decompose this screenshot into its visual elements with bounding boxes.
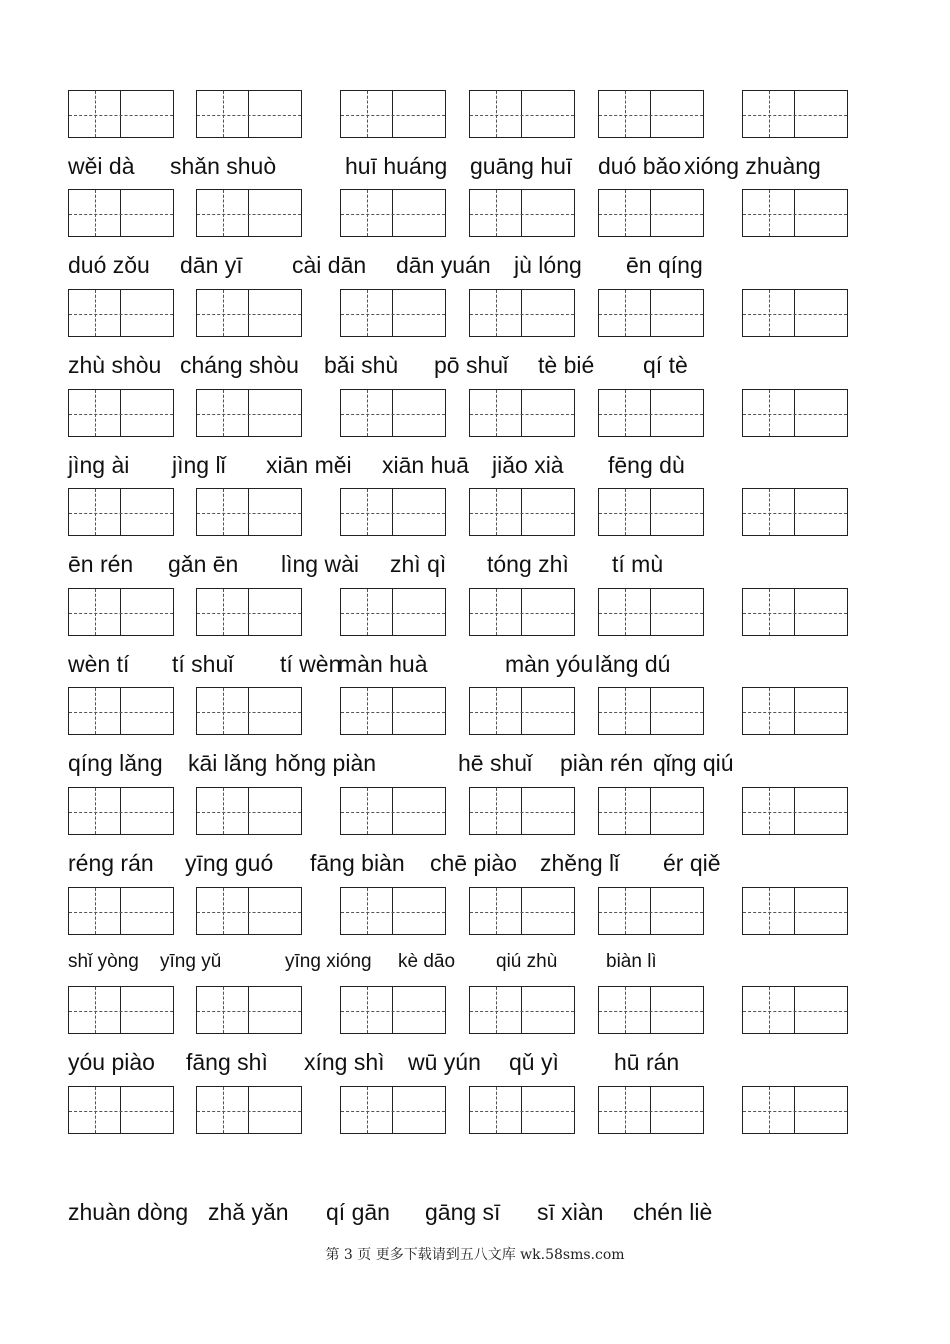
pinyin-word: guāng huī: [470, 153, 573, 179]
page-footer: 第 3 页 更多下载请到五八文库 wk.58sms.com: [325, 1247, 625, 1263]
pinyin-word: tí mù: [612, 551, 664, 577]
tianzige-row: [0, 787, 950, 837]
tianzige-box[interactable]: [742, 90, 848, 138]
pinyin-word: cháng shòu: [180, 352, 299, 378]
tianzige-box[interactable]: [196, 189, 302, 237]
pinyin-word: lìng wài: [281, 551, 359, 577]
tianzige-box[interactable]: [68, 887, 174, 935]
pinyin-word: fāng shì: [186, 1049, 268, 1075]
pinyin-word: wèn tí: [68, 651, 130, 677]
tianzige-box[interactable]: [68, 389, 174, 437]
tianzige-box[interactable]: [340, 787, 446, 835]
tianzige-box[interactable]: [598, 488, 704, 536]
tianzige-box[interactable]: [469, 588, 575, 636]
pinyin-word: qiú zhù: [496, 951, 558, 972]
tianzige-box[interactable]: [598, 90, 704, 138]
pinyin-word: tè bié: [538, 352, 595, 378]
pinyin-word: bǎi shù: [324, 352, 399, 378]
tianzige-box[interactable]: [196, 887, 302, 935]
tianzige-row: [0, 887, 950, 937]
tianzige-box[interactable]: [68, 588, 174, 636]
tianzige-box[interactable]: [68, 488, 174, 536]
pinyin-word: jìng ài: [68, 452, 130, 478]
pinyin-word: yīng guó: [185, 850, 274, 876]
tianzige-box[interactable]: [742, 687, 848, 735]
pinyin-row: [0, 150, 950, 182]
pinyin-word: zhǎ yǎn: [208, 1199, 289, 1225]
pinyin-word: qíng lǎng: [68, 750, 163, 776]
tianzige-box[interactable]: [340, 389, 446, 437]
pinyin-word: tí shuǐ: [172, 651, 234, 677]
pinyin-word: qí tè: [643, 352, 688, 378]
pinyin-word: huī huáng: [345, 153, 448, 179]
tianzige-box[interactable]: [68, 687, 174, 735]
tianzige-box[interactable]: [742, 887, 848, 935]
tianzige-box[interactable]: [196, 588, 302, 636]
tianzige-box[interactable]: [196, 986, 302, 1034]
pinyin-word: yīng xióng: [285, 951, 372, 972]
tianzige-box[interactable]: [598, 389, 704, 437]
tianzige-row: [0, 189, 950, 239]
pinyin-word: zhù shòu: [68, 352, 162, 378]
pinyin-word: duó bǎo: [598, 153, 682, 179]
tianzige-box[interactable]: [68, 1086, 174, 1134]
pinyin-word: dān yuán: [396, 252, 491, 278]
pinyin-row: [0, 946, 950, 978]
tianzige-box[interactable]: [340, 986, 446, 1034]
pinyin-row: [0, 349, 950, 381]
pinyin-word: zhěng lǐ: [540, 850, 620, 876]
pinyin-word: fāng biàn: [310, 850, 405, 876]
tianzige-row: [0, 389, 950, 439]
tianzige-box[interactable]: [469, 1086, 575, 1134]
pinyin-word: cài dān: [292, 252, 367, 278]
tianzige-box[interactable]: [742, 189, 848, 237]
tianzige-box[interactable]: [469, 289, 575, 337]
pinyin-word: wěi dà: [68, 153, 135, 179]
tianzige-box[interactable]: [742, 389, 848, 437]
pinyin-word: jù lóng: [514, 252, 582, 278]
pinyin-word: tóng zhì: [487, 551, 569, 577]
tianzige-box[interactable]: [469, 887, 575, 935]
pinyin-word: zhì qì: [390, 551, 447, 577]
tianzige-box[interactable]: [598, 687, 704, 735]
tianzige-box[interactable]: [469, 488, 575, 536]
tianzige-box[interactable]: [742, 1086, 848, 1134]
tianzige-row: [0, 488, 950, 538]
tianzige-row: [0, 289, 950, 339]
pinyin-word: chē piào: [430, 850, 517, 876]
tianzige-box[interactable]: [742, 588, 848, 636]
tianzige-box[interactable]: [598, 1086, 704, 1134]
tianzige-box[interactable]: [598, 887, 704, 935]
pinyin-word: dān yī: [180, 252, 243, 278]
tianzige-box[interactable]: [340, 289, 446, 337]
pinyin-word: màn yóu: [505, 651, 594, 677]
pinyin-word: xiān měi: [266, 452, 352, 478]
tianzige-box[interactable]: [469, 189, 575, 237]
tianzige-row: [0, 588, 950, 638]
pinyin-word: xíng shì: [304, 1049, 385, 1075]
pinyin-row: [0, 1196, 950, 1228]
tianzige-box[interactable]: [598, 289, 704, 337]
tianzige-box[interactable]: [68, 986, 174, 1034]
pinyin-word: xiān huā: [382, 452, 469, 478]
tianzige-box[interactable]: [68, 90, 174, 138]
pinyin-word: réng rán: [68, 850, 154, 876]
tianzige-box[interactable]: [340, 887, 446, 935]
tianzige-box[interactable]: [340, 1086, 446, 1134]
pinyin-word: kāi lǎng: [188, 750, 268, 776]
pinyin-word: pō shuǐ: [434, 352, 509, 378]
pinyin-row: [0, 747, 950, 779]
tianzige-box[interactable]: [598, 986, 704, 1034]
pinyin-word: yīng yǔ: [160, 951, 222, 972]
tianzige-box[interactable]: [598, 189, 704, 237]
tianzige-box[interactable]: [68, 787, 174, 835]
tianzige-row: [0, 986, 950, 1036]
tianzige-box[interactable]: [742, 488, 848, 536]
pinyin-word: ēn qíng: [626, 252, 703, 278]
pinyin-row: [0, 1046, 950, 1078]
pinyin-word: hǒng piàn: [275, 750, 377, 776]
tianzige-box[interactable]: [469, 986, 575, 1034]
pinyin-word: duó zǒu: [68, 252, 150, 278]
pinyin-word: yóu piào: [68, 1049, 155, 1075]
pinyin-row: [0, 449, 950, 481]
tianzige-row: [0, 90, 950, 140]
tianzige-box[interactable]: [68, 189, 174, 237]
tianzige-box[interactable]: [340, 189, 446, 237]
tianzige-box[interactable]: [196, 488, 302, 536]
tianzige-box[interactable]: [340, 90, 446, 138]
pinyin-word: ēn rén: [68, 551, 134, 577]
tianzige-row: [0, 687, 950, 737]
tianzige-box[interactable]: [196, 787, 302, 835]
tianzige-box[interactable]: [469, 389, 575, 437]
pinyin-word: xióng zhuàng: [684, 153, 821, 179]
tianzige-box[interactable]: [196, 1086, 302, 1134]
tianzige-box[interactable]: [196, 389, 302, 437]
tianzige-box[interactable]: [742, 787, 848, 835]
pinyin-word: sī xiàn: [537, 1199, 604, 1225]
pinyin-word: tí wèn: [280, 651, 342, 677]
pinyin-word: chén liè: [633, 1199, 713, 1225]
tianzige-box[interactable]: [196, 289, 302, 337]
pinyin-row: [0, 249, 950, 281]
tianzige-box[interactable]: [469, 687, 575, 735]
pinyin-word: qǐng qiú: [653, 750, 734, 776]
pinyin-word: fēng dù: [608, 452, 685, 478]
tianzige-box[interactable]: [742, 986, 848, 1034]
pinyin-word: gāng sī: [425, 1199, 501, 1225]
tianzige-box[interactable]: [340, 488, 446, 536]
pinyin-word: biàn lì: [606, 951, 657, 972]
pinyin-word: zhuàn dòng: [68, 1199, 189, 1225]
pinyin-word: shǐ yòng: [68, 951, 139, 972]
pinyin-word: jìng lǐ: [172, 452, 226, 478]
tianzige-box[interactable]: [598, 787, 704, 835]
pinyin-word: gǎn ēn: [168, 551, 239, 577]
pinyin-row: [0, 847, 950, 879]
pinyin-word: kè dāo: [398, 951, 456, 972]
tianzige-box[interactable]: [340, 588, 446, 636]
pinyin-row: [0, 648, 950, 680]
pinyin-row: [0, 548, 950, 580]
pinyin-word: qí gān: [326, 1199, 390, 1225]
tianzige-box[interactable]: [196, 90, 302, 138]
tianzige-box[interactable]: [742, 289, 848, 337]
tianzige-box[interactable]: [196, 687, 302, 735]
pinyin-word: màn huà: [338, 651, 428, 677]
tianzige-row: [0, 1086, 950, 1136]
tianzige-box[interactable]: [469, 787, 575, 835]
pinyin-word: lǎng dú: [595, 651, 671, 677]
tianzige-box[interactable]: [469, 90, 575, 138]
tianzige-box[interactable]: [68, 289, 174, 337]
pinyin-word: wū yún: [408, 1049, 481, 1075]
tianzige-box[interactable]: [340, 687, 446, 735]
pinyin-word: shǎn shuò: [170, 153, 277, 179]
pinyin-word: qǔ yì: [509, 1049, 559, 1075]
pinyin-word: hē shuǐ: [458, 750, 533, 776]
pinyin-word: ér qiě: [663, 850, 721, 876]
pinyin-word: hū rán: [614, 1049, 680, 1075]
pinyin-word: piàn rén: [560, 750, 644, 776]
tianzige-box[interactable]: [598, 588, 704, 636]
pinyin-word: jiǎo xià: [492, 452, 564, 478]
